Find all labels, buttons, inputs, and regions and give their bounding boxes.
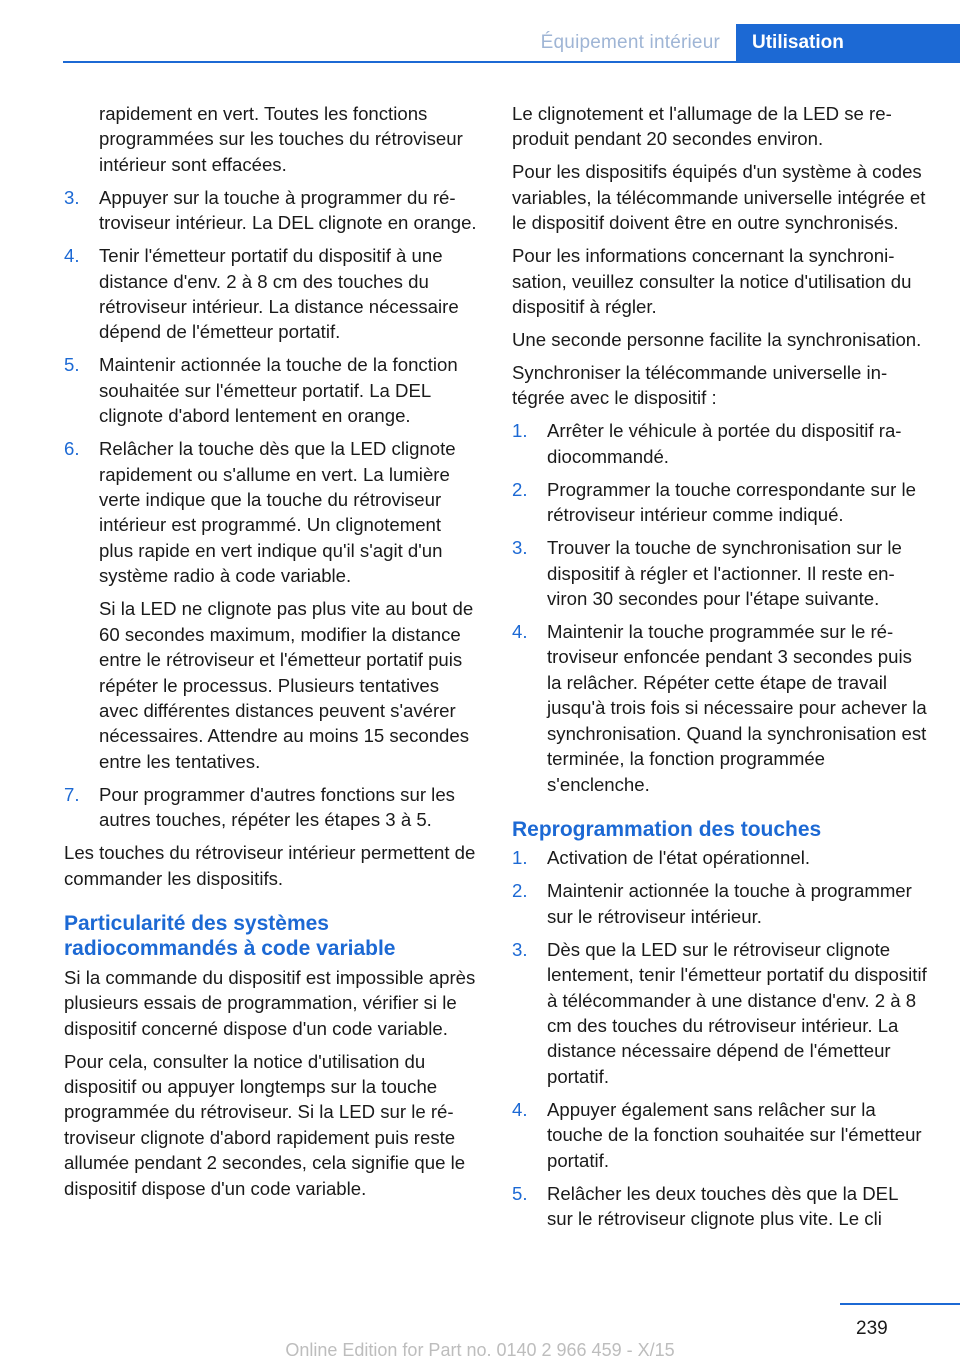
page-header [63,24,960,62]
step-number: 1. [512,847,528,869]
step-note: Si la LED ne clignote pas plus vite au bout de 60 secondes maximum, modifier la distance entre le rétroviseur et l'émetteur portatif puis répéter le processus. Plusieurs tentatives avec différentes distances peuvent s'avérer nécessaires. Attendre au moins 15 secondes entre les tentatives. [99,598,474,772]
list-item [512,937,928,1089]
list-item [64,185,478,236]
step-number: 4. [512,1098,528,1120]
footer-rule [840,1303,960,1305]
list-item [512,418,928,469]
body-paragraph: Pour les informations concernant la synchronisation, veuillez consulter la notice d'utilisation du dispositif à régler. [512,245,912,318]
list-item [64,243,478,345]
body-paragraph: Si la commande du dispositif est impossible après plusieurs essais de programmation, vérifier si le dispositif concerné dispose d'un code variable. [64,966,476,1039]
step-number: 6. [64,438,80,460]
step-number: 1. [512,420,528,442]
step-text: Pour programmer d'autres fonctions sur les autres touches, répéter les étapes 3 à 5. [99,783,455,831]
body-paragraph: Les touches du rétroviseur intérieur permettent de commander les dispositifs. [64,842,476,889]
header-chapter-tab: Utilisation [736,24,960,61]
step-number: 4. [64,245,80,267]
intro-paragraph: rapidement en vert. Toutes les fonctions programmées sur les touches du rétroviseur intérieur sont effacées. [99,103,463,175]
footer-edition: Online Edition for Part no. 0140 2 966 459 - X/15 [285,1340,675,1360]
left-column [64,101,478,1209]
step-text: Arrêter le véhicule à portée du dispositif radiocommandé. [547,420,902,467]
list-item [64,352,478,428]
step-number: 2. [512,880,528,902]
list-item [512,1181,928,1232]
right-column [512,101,928,1239]
list-item [64,782,478,833]
step-number: 2. [512,478,528,500]
header-section-title: Équipement intérieur [540,31,720,53]
body-paragraph: Une seconde personne facilite la synchronisation. [512,329,922,351]
step-number: 5. [64,354,80,376]
step-text: Relâcher les deux touches dès que la DEL sur le rétroviseur clignote plus vite. Le cli [547,1182,898,1229]
list-item [512,477,928,528]
step-text: Trouver la touche de synchronisation sur le dispositif à régler et l'actionner. Il reste environ 30 secondes pour l'étape suivante. [547,537,902,610]
step-text: Dès que la LED sur le rétroviseur clignote lentement, tenir l'émetteur portatif du dispositif à télécommander à une distance d'env. 2 à 8 cm des touches du rétroviseur intérieur. La distance nécessaire dépend de l'émetteur portatif. [547,938,927,1087]
step-number: 7. [64,783,80,805]
step-text: Relâcher la touche dès que la LED clignote rapidement ou s'allume en vert. La lumière verte indique que la touche du rétroviseur intérieur est programmé. Un clignotement plus rapide en vert indique qu'il s'agit d'un système radio à code variable. [99,438,456,587]
section-heading: Reprogrammation des touches [512,817,822,841]
body-paragraph: Pour les dispositifs équipés d'un système à codes variables, la télécommande universelle intégrée et le dispositif doivent être en outre synchronisés. [512,161,926,234]
step-number: 3. [512,938,528,960]
step-text: Appuyer également sans relâcher sur la touche de la fonction souhaitée sur l'émetteur portatif. [547,1098,922,1171]
step-text: Programmer la touche correspondante sur le rétroviseur intérieur comme indiqué. [547,478,916,526]
body-paragraph: Synchroniser la télécommande universelle intégrée avec le dispositif : [512,362,888,409]
list-item [64,436,478,774]
step-number: 4. [512,621,528,643]
step-text: Tenir l'émetteur portatif du dispositif à une distance d'env. 2 à 8 cm des touches du rétroviseur intérieur. La distance nécessaire dépend de l'émetteur portatif. [99,245,459,343]
list-item [512,619,928,797]
list-item [512,535,928,611]
step-text: Maintenir actionnée la touche de la fonction souhaitée sur l'émetteur portatif. La DEL clignote d'abord lentement en orange. [99,354,458,427]
body-paragraph: Pour cela, consulter la notice d'utilisation du dispositif ou appuyer longtemps sur la touche programmée du rétroviseur. Si la LED sur le rétroviseur clignote d'abord rapidement puis reste allumée pendant 2 secondes, cela signifie que le dispositif dispose d'un code variable. [64,1050,466,1199]
page-number: 239 [856,1318,888,1339]
list-item [512,878,928,929]
step-number: 3. [512,537,528,559]
step-number: 5. [512,1182,528,1204]
section-heading: Particularité des systèmes radiocommandés à code variable [64,911,396,961]
step-text: Maintenir la touche programmée sur le rétroviseur enfoncée pendant 3 secondes puis la relâcher. Répéter cette étape de travail jusqu'à trois fois si nécessaire pour achever la synchronisation. Quand la synchronisation est terminée, la fonction programmée s'enclenche. [547,621,927,795]
step-text: Appuyer sur la touche à programmer du rétroviseur intérieur. La DEL clignote en orange. [99,186,477,234]
header-rule [63,61,960,63]
step-text: Activation de l'état opérationnel. [547,847,810,869]
body-paragraph: Le clignotement et l'allumage de la LED se reproduit pendant 20 secondes environ. [512,103,892,150]
step-text: Maintenir actionnée la touche à programmer sur le rétroviseur intérieur. [547,880,912,927]
list-item [512,1097,928,1173]
list-item [512,845,928,870]
step-number: 3. [64,186,80,208]
